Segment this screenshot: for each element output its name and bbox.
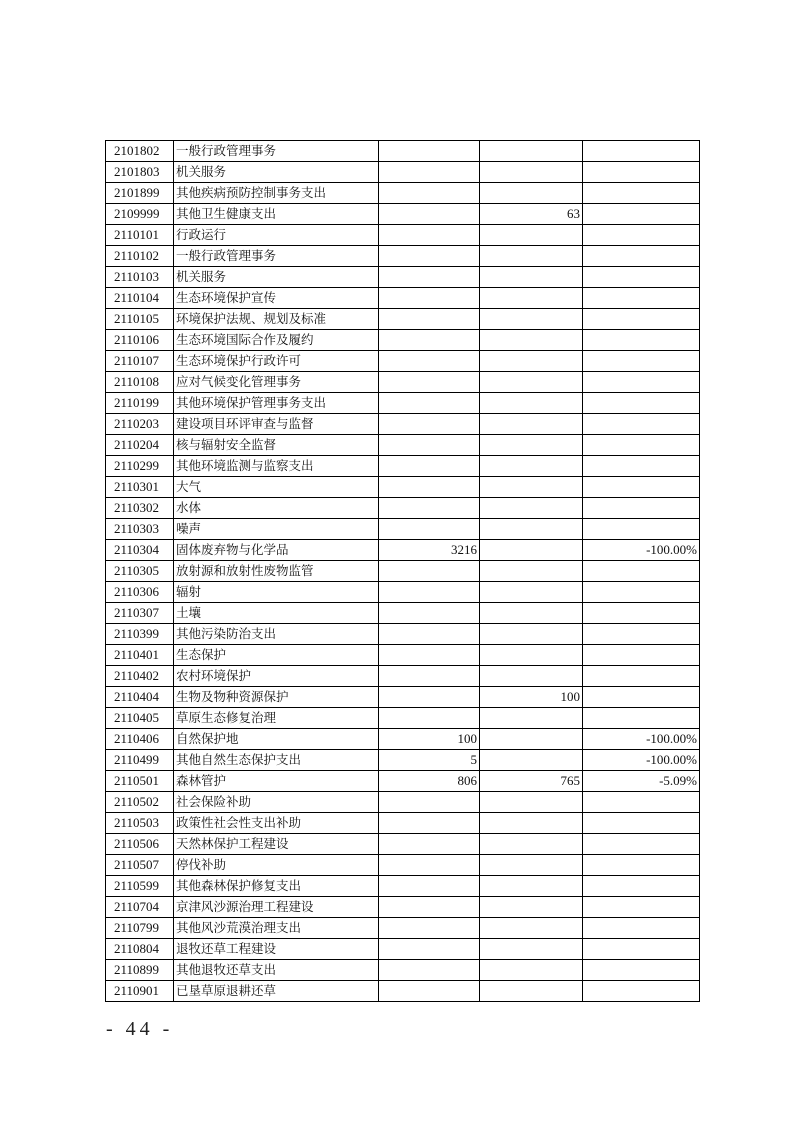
change-percent-cell — [583, 918, 700, 939]
subject-name-cell: 农村环境保护 — [174, 666, 379, 687]
subject-name-cell: 生态环境保护行政许可 — [174, 351, 379, 372]
value-cell-2 — [480, 162, 583, 183]
table-body — [106, 141, 700, 1002]
change-percent-cell — [583, 876, 700, 897]
table-row — [106, 288, 700, 309]
value-cell-2: 63 — [480, 204, 583, 225]
value-cell-2 — [480, 477, 583, 498]
value-cell-1 — [379, 372, 480, 393]
change-percent-cell — [583, 372, 700, 393]
subject-code-cell: 2110102 — [106, 246, 174, 267]
subject-code-cell: 2110304 — [106, 540, 174, 561]
change-percent-cell — [583, 477, 700, 498]
value-cell-2 — [480, 834, 583, 855]
subject-name-cell: 建设项目环评审查与监督 — [174, 414, 379, 435]
value-cell-1 — [379, 246, 480, 267]
table-row — [106, 330, 700, 351]
value-cell-1 — [379, 288, 480, 309]
subject-code-cell: 2110302 — [106, 498, 174, 519]
change-percent-cell — [583, 414, 700, 435]
value-cell-2 — [480, 498, 583, 519]
subject-name-cell: 退牧还草工程建设 — [174, 939, 379, 960]
subject-code-cell: 2110499 — [106, 750, 174, 771]
subject-name-cell: 一般行政管理事务 — [174, 141, 379, 162]
change-percent-cell — [583, 225, 700, 246]
subject-code-cell: 2110599 — [106, 876, 174, 897]
change-percent-cell — [583, 204, 700, 225]
subject-code-cell: 2101802 — [106, 141, 174, 162]
value-cell-2 — [480, 330, 583, 351]
table-row — [106, 582, 700, 603]
table-row — [106, 204, 700, 225]
subject-code-cell: 2110799 — [106, 918, 174, 939]
subject-code-cell: 2110105 — [106, 309, 174, 330]
subject-name-cell: 其他环境监测与监察支出 — [174, 456, 379, 477]
subject-code-cell: 2110507 — [106, 855, 174, 876]
value-cell-2 — [480, 246, 583, 267]
change-percent-cell — [583, 498, 700, 519]
table-row — [106, 141, 700, 162]
subject-name-cell: 机关服务 — [174, 162, 379, 183]
change-percent-cell — [583, 351, 700, 372]
subject-code-cell: 2110899 — [106, 960, 174, 981]
table-row — [106, 351, 700, 372]
value-cell-2 — [480, 435, 583, 456]
change-percent-cell — [583, 288, 700, 309]
table-row — [106, 414, 700, 435]
value-cell-2 — [480, 582, 583, 603]
subject-name-cell: 机关服务 — [174, 267, 379, 288]
value-cell-1 — [379, 456, 480, 477]
change-percent-cell: -100.00% — [583, 540, 700, 561]
value-cell-1 — [379, 225, 480, 246]
table-row — [106, 561, 700, 582]
subject-name-cell: 其他卫生健康支出 — [174, 204, 379, 225]
value-cell-2 — [480, 603, 583, 624]
subject-code-cell: 2110305 — [106, 561, 174, 582]
table-row — [106, 813, 700, 834]
change-percent-cell — [583, 666, 700, 687]
subject-code-cell: 2110103 — [106, 267, 174, 288]
table-row — [106, 183, 700, 204]
subject-code-cell: 2110204 — [106, 435, 174, 456]
value-cell-2 — [480, 561, 583, 582]
value-cell-2 — [480, 624, 583, 645]
change-percent-cell — [583, 981, 700, 1002]
table-row — [106, 960, 700, 981]
value-cell-2 — [480, 288, 583, 309]
table-row — [106, 477, 700, 498]
subject-code-cell: 2110804 — [106, 939, 174, 960]
value-cell-2 — [480, 918, 583, 939]
table-row — [106, 498, 700, 519]
change-percent-cell — [583, 162, 700, 183]
table-row — [106, 666, 700, 687]
subject-code-cell: 2110301 — [106, 477, 174, 498]
subject-code-cell: 2110107 — [106, 351, 174, 372]
change-percent-cell — [583, 183, 700, 204]
subject-name-cell: 行政运行 — [174, 225, 379, 246]
change-percent-cell — [583, 645, 700, 666]
table-row — [106, 897, 700, 918]
subject-name-cell: 固体废弃物与化学品 — [174, 540, 379, 561]
value-cell-1 — [379, 561, 480, 582]
value-cell-1 — [379, 330, 480, 351]
value-cell-1 — [379, 834, 480, 855]
subject-code-cell: 2110405 — [106, 708, 174, 729]
subject-code-cell: 2110299 — [106, 456, 174, 477]
change-percent-cell — [583, 708, 700, 729]
value-cell-1: 100 — [379, 729, 480, 750]
table-row — [106, 372, 700, 393]
value-cell-2 — [480, 309, 583, 330]
change-percent-cell — [583, 855, 700, 876]
change-percent-cell — [583, 309, 700, 330]
value-cell-1 — [379, 876, 480, 897]
value-cell-2 — [480, 519, 583, 540]
table-row — [106, 435, 700, 456]
table-row — [106, 771, 700, 792]
value-cell-1 — [379, 813, 480, 834]
table-row — [106, 876, 700, 897]
subject-code-cell: 2110501 — [106, 771, 174, 792]
value-cell-1 — [379, 960, 480, 981]
subject-name-cell: 环境保护法规、规划及标准 — [174, 309, 379, 330]
value-cell-2 — [480, 393, 583, 414]
subject-name-cell: 其他污染防治支出 — [174, 624, 379, 645]
subject-code-cell: 2109999 — [106, 204, 174, 225]
change-percent-cell — [583, 141, 700, 162]
table-row — [106, 267, 700, 288]
change-percent-cell — [583, 897, 700, 918]
value-cell-1: 3216 — [379, 540, 480, 561]
value-cell-2 — [480, 981, 583, 1002]
subject-name-cell: 其他自然生态保护支出 — [174, 750, 379, 771]
value-cell-1 — [379, 393, 480, 414]
table-row — [106, 603, 700, 624]
change-percent-cell — [583, 939, 700, 960]
subject-code-cell: 2110506 — [106, 834, 174, 855]
value-cell-1 — [379, 918, 480, 939]
value-cell-1 — [379, 666, 480, 687]
table-row — [106, 687, 700, 708]
subject-name-cell: 生态保护 — [174, 645, 379, 666]
value-cell-1 — [379, 603, 480, 624]
value-cell-2 — [480, 750, 583, 771]
subject-name-cell: 天然林保护工程建设 — [174, 834, 379, 855]
change-percent-cell — [583, 435, 700, 456]
subject-name-cell: 土壤 — [174, 603, 379, 624]
value-cell-2 — [480, 414, 583, 435]
subject-code-cell: 2110104 — [106, 288, 174, 309]
subject-code-cell: 2110101 — [106, 225, 174, 246]
value-cell-1 — [379, 351, 480, 372]
subject-name-cell: 生态环境保护宣传 — [174, 288, 379, 309]
subject-name-cell: 生物及物种资源保护 — [174, 687, 379, 708]
subject-name-cell: 水体 — [174, 498, 379, 519]
change-percent-cell — [583, 960, 700, 981]
value-cell-1 — [379, 687, 480, 708]
table-row — [106, 456, 700, 477]
value-cell-2 — [480, 372, 583, 393]
table-row — [106, 918, 700, 939]
value-cell-1 — [379, 519, 480, 540]
value-cell-2 — [480, 666, 583, 687]
subject-code-cell: 2110399 — [106, 624, 174, 645]
page-number: - 44 - — [106, 1018, 174, 1040]
value-cell-2 — [480, 939, 583, 960]
value-cell-1 — [379, 414, 480, 435]
table-row — [106, 729, 700, 750]
table-row — [106, 981, 700, 1002]
subject-name-cell: 一般行政管理事务 — [174, 246, 379, 267]
subject-code-cell: 2110704 — [106, 897, 174, 918]
table-row — [106, 246, 700, 267]
value-cell-2 — [480, 960, 583, 981]
change-percent-cell — [583, 603, 700, 624]
value-cell-1 — [379, 981, 480, 1002]
subject-name-cell: 社会保险补助 — [174, 792, 379, 813]
value-cell-2 — [480, 708, 583, 729]
change-percent-cell — [583, 330, 700, 351]
subject-code-cell: 2110108 — [106, 372, 174, 393]
value-cell-1 — [379, 498, 480, 519]
subject-code-cell: 2110502 — [106, 792, 174, 813]
change-percent-cell — [583, 561, 700, 582]
value-cell-1 — [379, 477, 480, 498]
value-cell-1 — [379, 939, 480, 960]
table-row — [106, 162, 700, 183]
table-row — [106, 708, 700, 729]
subject-code-cell: 2110503 — [106, 813, 174, 834]
table-row — [106, 624, 700, 645]
budget-table — [105, 140, 700, 1002]
change-percent-cell — [583, 582, 700, 603]
value-cell-2: 100 — [480, 687, 583, 708]
value-cell-2 — [480, 876, 583, 897]
subject-name-cell: 政策性社会性支出补助 — [174, 813, 379, 834]
value-cell-1 — [379, 624, 480, 645]
subject-name-cell: 自然保护地 — [174, 729, 379, 750]
subject-name-cell: 噪声 — [174, 519, 379, 540]
table-row — [106, 939, 700, 960]
table-row — [106, 519, 700, 540]
value-cell-2 — [480, 855, 583, 876]
subject-name-cell: 草原生态修复治理 — [174, 708, 379, 729]
change-percent-cell: -100.00% — [583, 750, 700, 771]
value-cell-1 — [379, 645, 480, 666]
change-percent-cell — [583, 624, 700, 645]
value-cell-2 — [480, 183, 583, 204]
table-row — [106, 834, 700, 855]
table-row — [106, 393, 700, 414]
value-cell-1: 5 — [379, 750, 480, 771]
subject-code-cell: 2110901 — [106, 981, 174, 1002]
value-cell-1 — [379, 141, 480, 162]
value-cell-1 — [379, 204, 480, 225]
subject-code-cell: 2110203 — [106, 414, 174, 435]
subject-code-cell: 2110306 — [106, 582, 174, 603]
subject-code-cell: 2101803 — [106, 162, 174, 183]
subject-name-cell: 森林管护 — [174, 771, 379, 792]
subject-code-cell: 2110199 — [106, 393, 174, 414]
change-percent-cell — [583, 393, 700, 414]
value-cell-2 — [480, 456, 583, 477]
change-percent-cell — [583, 834, 700, 855]
subject-name-cell: 大气 — [174, 477, 379, 498]
change-percent-cell — [583, 267, 700, 288]
subject-code-cell: 2110404 — [106, 687, 174, 708]
subject-code-cell: 2110307 — [106, 603, 174, 624]
table-row — [106, 225, 700, 246]
value-cell-1 — [379, 435, 480, 456]
value-cell-2 — [480, 792, 583, 813]
value-cell-1: 806 — [379, 771, 480, 792]
change-percent-cell — [583, 246, 700, 267]
subject-name-cell: 已垦草原退耕还草 — [174, 981, 379, 1002]
table-row — [106, 792, 700, 813]
table-row — [106, 645, 700, 666]
value-cell-2 — [480, 897, 583, 918]
change-percent-cell: -5.09% — [583, 771, 700, 792]
subject-name-cell: 其他环境保护管理事务支出 — [174, 393, 379, 414]
subject-code-cell: 2110106 — [106, 330, 174, 351]
change-percent-cell — [583, 687, 700, 708]
subject-name-cell: 应对气候变化管理事务 — [174, 372, 379, 393]
value-cell-2 — [480, 813, 583, 834]
value-cell-2: 765 — [480, 771, 583, 792]
subject-code-cell: 2110406 — [106, 729, 174, 750]
value-cell-1 — [379, 582, 480, 603]
subject-code-cell: 2110303 — [106, 519, 174, 540]
value-cell-1 — [379, 897, 480, 918]
subject-code-cell: 2110402 — [106, 666, 174, 687]
table-row — [106, 855, 700, 876]
value-cell-2 — [480, 729, 583, 750]
value-cell-2 — [480, 645, 583, 666]
subject-name-cell: 其他疾病预防控制事务支出 — [174, 183, 379, 204]
table-row — [106, 309, 700, 330]
value-cell-1 — [379, 162, 480, 183]
subject-name-cell: 停伐补助 — [174, 855, 379, 876]
subject-name-cell: 放射源和放射性废物监管 — [174, 561, 379, 582]
subject-name-cell: 其他风沙荒漠治理支出 — [174, 918, 379, 939]
change-percent-cell — [583, 519, 700, 540]
subject-name-cell: 京津风沙源治理工程建设 — [174, 897, 379, 918]
change-percent-cell — [583, 456, 700, 477]
subject-name-cell: 其他森林保护修复支出 — [174, 876, 379, 897]
value-cell-1 — [379, 183, 480, 204]
subject-code-cell: 2110401 — [106, 645, 174, 666]
change-percent-cell: -100.00% — [583, 729, 700, 750]
subject-name-cell: 其他退牧还草支出 — [174, 960, 379, 981]
value-cell-1 — [379, 708, 480, 729]
subject-name-cell: 辐射 — [174, 582, 379, 603]
subject-name-cell: 生态环境国际合作及履约 — [174, 330, 379, 351]
value-cell-2 — [480, 225, 583, 246]
value-cell-2 — [480, 540, 583, 561]
table-row — [106, 750, 700, 771]
value-cell-1 — [379, 855, 480, 876]
value-cell-1 — [379, 267, 480, 288]
subject-code-cell: 2101899 — [106, 183, 174, 204]
value-cell-2 — [480, 267, 583, 288]
subject-name-cell: 核与辐射安全监督 — [174, 435, 379, 456]
value-cell-1 — [379, 309, 480, 330]
change-percent-cell — [583, 792, 700, 813]
value-cell-2 — [480, 351, 583, 372]
value-cell-1 — [379, 792, 480, 813]
change-percent-cell — [583, 813, 700, 834]
value-cell-2 — [480, 141, 583, 162]
table-row — [106, 540, 700, 561]
